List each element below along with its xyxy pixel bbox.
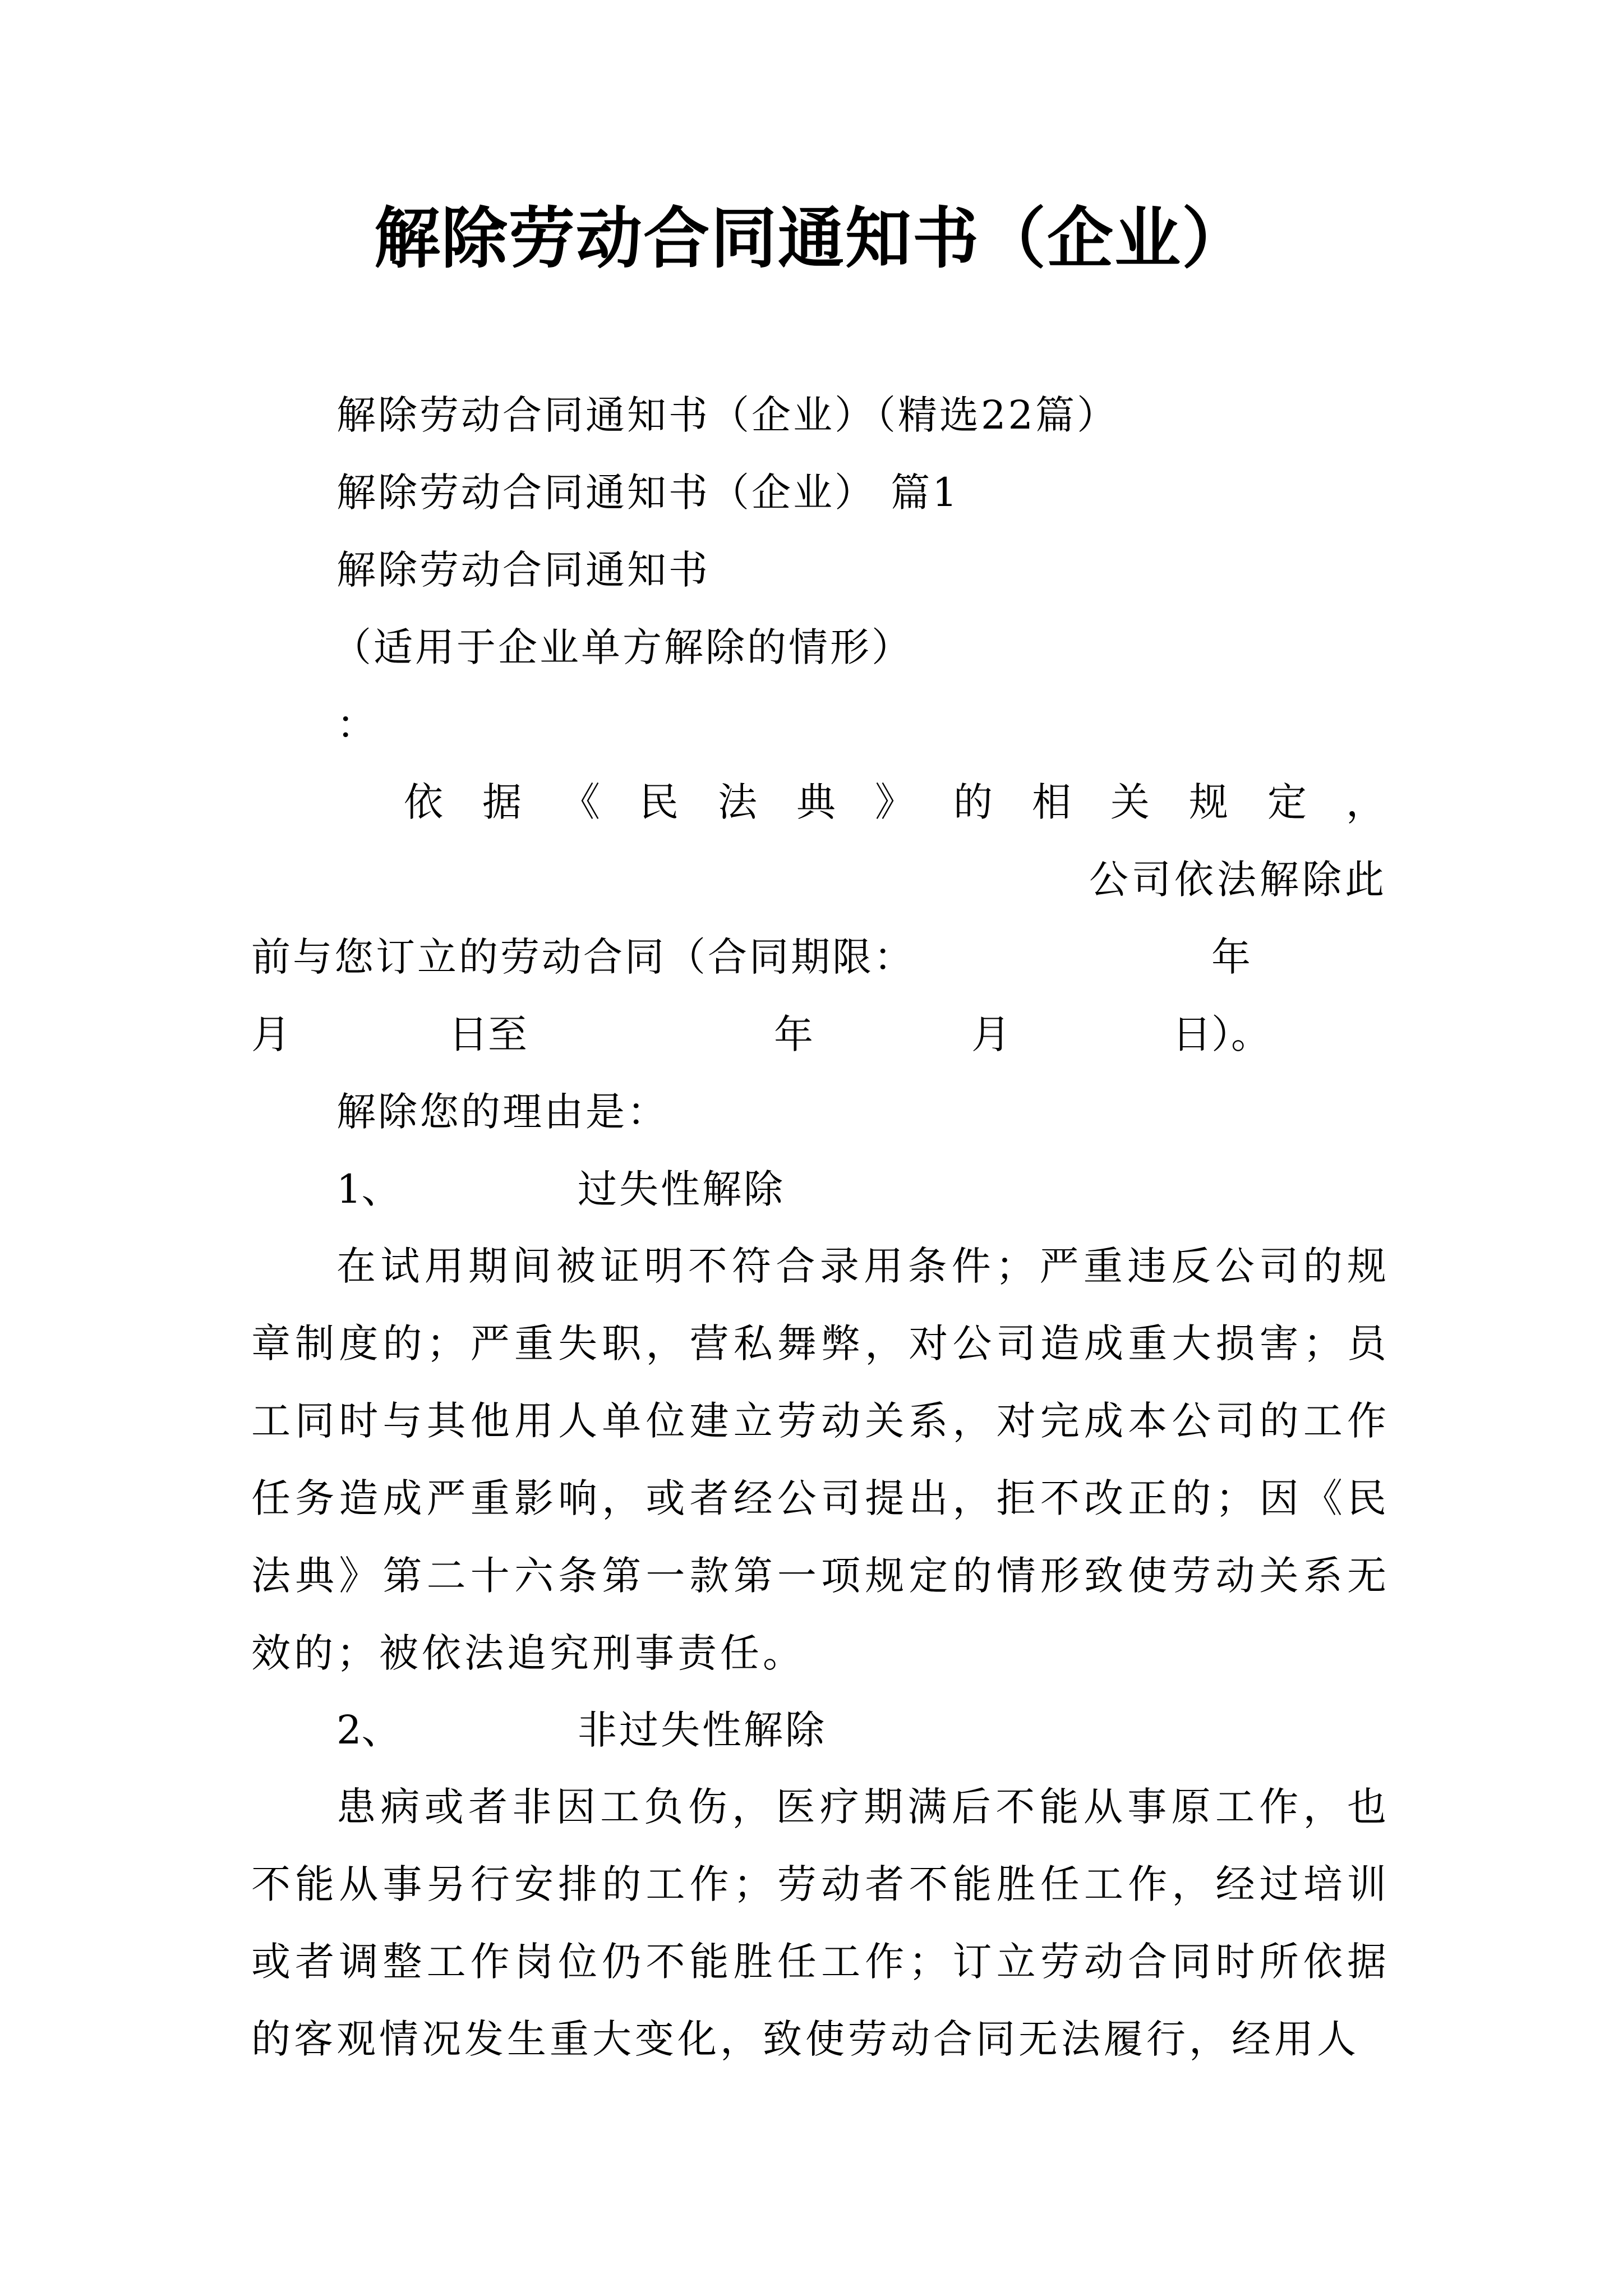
reason-1-text: 在试用期间被证明不符合录用条件；严重违反公司的规章制度的；严重失职，营私舞弊，对公司造成重大损害；员工同时与其他用人单位建立劳动关系，对完成本公司的工作任务造成严重影响，或者经公司提出，拒不改正的；因《民法典》第二十六条第一款第一项规定的情形致使劳动关系无效的；被依法追究刑事责任。 — [251, 1243, 1390, 1676]
basis-char: ， — [1346, 779, 1385, 825]
notice-heading: 解除劳动合同通知书 — [336, 547, 710, 593]
applicability-note: （适用于企业单方解除的情形） — [332, 624, 913, 670]
basis-char: 定 — [1267, 779, 1307, 825]
reason-2-number: 2、 — [336, 1707, 401, 1753]
basis-char: 典 — [796, 779, 836, 825]
contract-end-day: 日）。 — [1172, 1011, 1270, 1057]
basis-char: 《 — [561, 779, 600, 825]
legal-basis-line — [404, 774, 1385, 830]
subtitle-line-1: 解除劳动合同通知书（企业）（精选22篇） — [336, 392, 1119, 438]
basis-char: 依 — [404, 779, 443, 825]
basis-char: 据 — [482, 779, 522, 825]
reason-1-title: 过失性解除 — [578, 1166, 785, 1212]
contract-period-line: 前与您订立的劳动合同（合同期限： — [251, 934, 915, 980]
reason-2-text: 患病或者非因工负伤，医疗期满后不能从事原工作，也不能从事另行安排的工作；劳动者不能胜任工作，经过培训或者调整工作岗位仍不能胜任工作；订立劳动合同时所依据的客观情况发生重大变化，致使劳动合同无法履行，经用人 — [251, 1784, 1390, 2062]
contract-start-day-to: 日至 — [449, 1011, 527, 1057]
basis-char: 的 — [953, 779, 993, 825]
reason-intro: 解除您的理由是： — [336, 1089, 668, 1135]
basis-char: 相 — [1032, 779, 1071, 825]
basis-char: 》 — [875, 779, 914, 825]
contract-start-month: 月 — [251, 1011, 291, 1057]
reason-2-title: 非过失性解除 — [578, 1707, 827, 1753]
contract-end-year: 年 — [774, 1011, 813, 1057]
subtitle-line-2: 解除劳动合同通知书（企业） 篇1 — [336, 470, 960, 516]
company-dismissal-text: 公司依法解除此 — [1089, 857, 1387, 903]
basis-char: 法 — [718, 779, 757, 825]
basis-char: 民 — [639, 779, 679, 825]
contract-end-month: 月 — [971, 1011, 1011, 1057]
addressee-colon: ： — [336, 702, 378, 748]
document-title: 解除劳动合同通知书（企业） — [374, 199, 1249, 277]
basis-char: 关 — [1110, 779, 1150, 825]
contract-start-year: 年 — [1211, 934, 1251, 980]
reason-1-number: 1、 — [336, 1166, 401, 1212]
basis-char: 规 — [1189, 779, 1228, 825]
